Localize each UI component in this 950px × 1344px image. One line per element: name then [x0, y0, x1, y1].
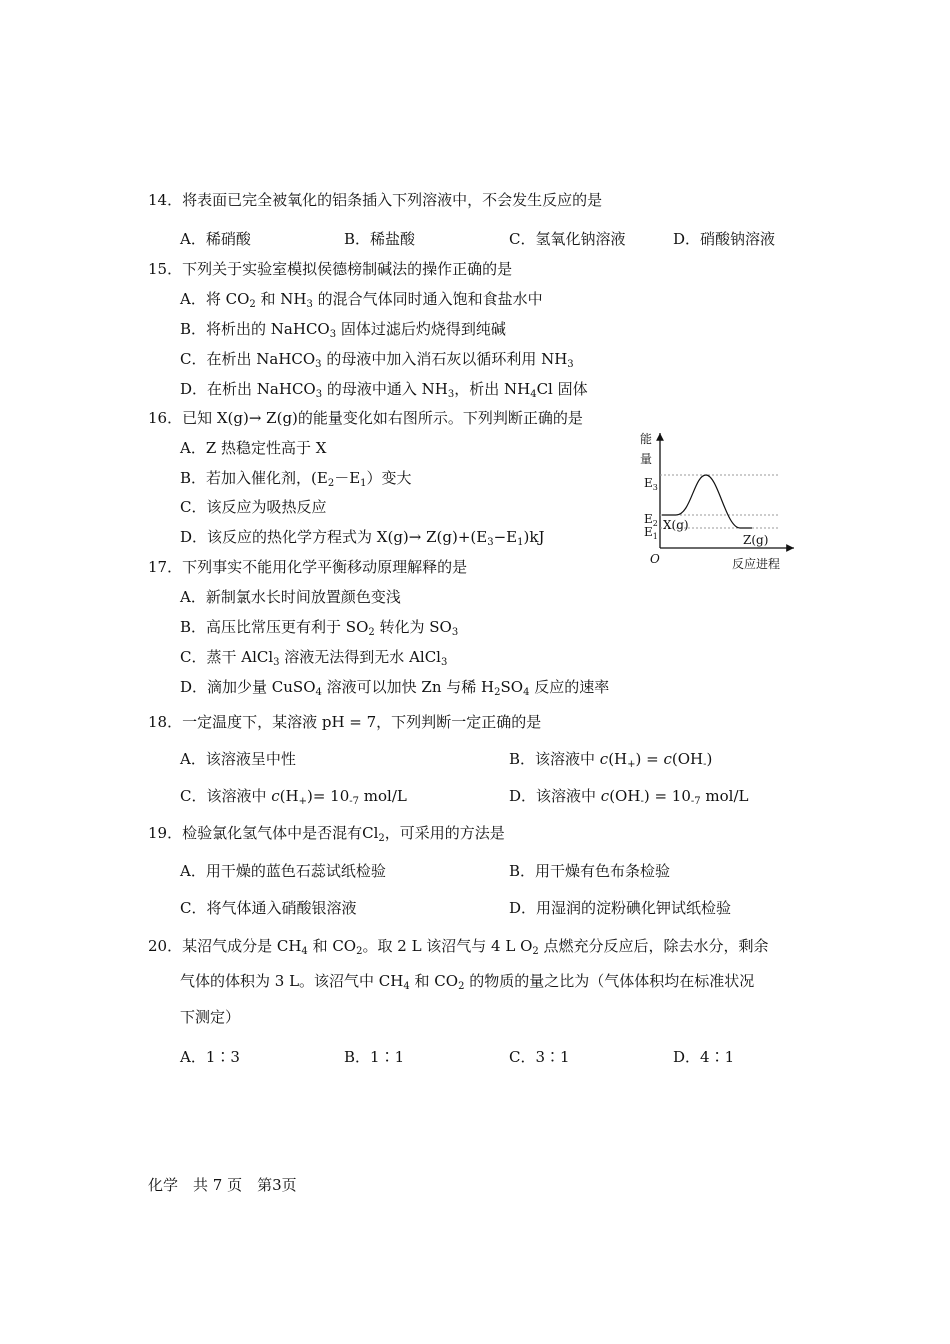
q17-stem: 17．下列事实不能用化学平衡移动原理解释的是 [148, 558, 468, 576]
q16-option-c: C．该反应为吸热反应 [180, 498, 327, 516]
q20-option-c: C．3∶1 [509, 1048, 570, 1066]
e3-label: $E_3$ [644, 476, 658, 492]
q14-option-c: C．氢氧化钠溶液 [509, 230, 626, 248]
q14-option-a: A．稀硝酸 [180, 230, 251, 248]
q14-option-b: B．稀盐酸 [344, 230, 416, 248]
q15-option-b: B．将析出的 NaHCO$_3$ 固体过滤后灼烧得到纯碱 [180, 320, 506, 340]
q16-option-a: A．Z 热稳定性高于 X [180, 439, 327, 457]
q20-option-b: B．1∶1 [344, 1048, 405, 1066]
q17-option-b: B．高压比常压更有利于 $SO_2$ 转化为 $SO_3$ [180, 618, 459, 638]
q16-option-d: D．该反应的热化学方程式为 $X(g)\to Z(g)+(E_3-E_1)kJ$ [180, 528, 545, 548]
e1-label: $E_1$ [644, 525, 658, 541]
q19-stem: 19．检验氯化氢气体中是否混有$Cl_2$，可采用的方法是 [148, 824, 505, 844]
q15-option-a: A．将 $CO_2$ 和 $NH_3$ 的混合气体同时通入饱和食盐水中 [180, 290, 543, 310]
x-reactant-label: X(g) [663, 518, 689, 532]
page-footer: 化学 共 7 页 第3页 [148, 1176, 297, 1194]
q20-stem-line3: 下测定） [180, 1008, 241, 1026]
q19-option-b: B．用干燥有色布条检验 [509, 862, 671, 880]
q18-option-d: D．该溶液中 $c(OH_-) = 10_{-7}$ mol/L [509, 787, 749, 807]
q16-option-b: B．若加入催化剂，$(E_2-E_1)$变大 [180, 469, 412, 489]
z-product-label: Z(g) [743, 533, 769, 547]
q18-option-b: B．该溶液中 $c(H_+) = c(OH_-)$ [509, 750, 713, 770]
q19-option-c: C．将气体通入硝酸银溶液 [180, 899, 357, 917]
q16-stem: 16．已知 X(g)→ Z(g)的能量变化如右图所示。下列判断正确的是 [148, 409, 583, 427]
x-axis-label: 反应进程 [732, 557, 781, 571]
q20-option-d: D．4∶1 [673, 1048, 735, 1066]
q15-option-c: C．在析出 NaHCO$_3$ 的母液中加入消石灰以循环利用 $NH_3$ [180, 350, 574, 370]
q19-option-a: A．用干燥的蓝色石蕊试纸检验 [180, 862, 386, 880]
q17-option-d: D．滴加少量 CuSO$_4$ 溶液可以加快 Zn 与稀 $H_2SO_4$ 反应的速率 [180, 678, 610, 698]
q20-option-a: A．1∶3 [180, 1048, 240, 1066]
q18-option-a: A．该溶液呈中性 [180, 750, 296, 768]
q18-stem: 18．一定温度下，某溶液 pH = 7，下列判断一定正确的是 [148, 713, 542, 731]
q19-option-d: D．用湿润的淀粉碘化钾试纸检验 [509, 899, 732, 917]
q14-stem: 14．将表面已完全被氧化的铝条插入下列溶液中，不会发生反应的是 [148, 191, 603, 209]
q20-stem-line1: 20．某沼气成分是 $CH_4$ 和 $CO_2$。取 2 L 该沼气与 4 L $O_2$ 点燃充分反应后，除去水分，剩余 [148, 937, 769, 957]
energy-diagram [636, 425, 806, 575]
q15-option-d: D．在析出 NaHCO$_3$ 的母液中通入 $NH_3$，析出 $NH_4Cl$ 固体 [180, 380, 588, 400]
q18-option-c: C．该溶液中 $c(H_+)= 10_{-7}$ mol/L [180, 787, 407, 807]
q15-stem: 15．下列关于实验室模拟侯德榜制碱法的操作正确的是 [148, 260, 513, 278]
y-axis-label-2: 量 [640, 452, 653, 466]
origin-label: O [650, 552, 660, 566]
y-axis-label-1: 能 [640, 432, 653, 446]
q20-stem-line2: 气体的体积为 3 L。该沼气中 $CH_4$ 和 $CO_2$ 的物质的量之比为（气体体积均在标准状况 [180, 972, 755, 992]
q17-option-a: A．新制氯水长时间放置颜色变浅 [180, 588, 401, 606]
q14-option-d: D．硝酸钠溶液 [673, 230, 776, 248]
e2-label: $E_2$ [644, 512, 658, 528]
q17-option-c: C．蒸干 AlCl$_3$ 溶液无法得到无水 AlCl$_3$ [180, 648, 448, 668]
